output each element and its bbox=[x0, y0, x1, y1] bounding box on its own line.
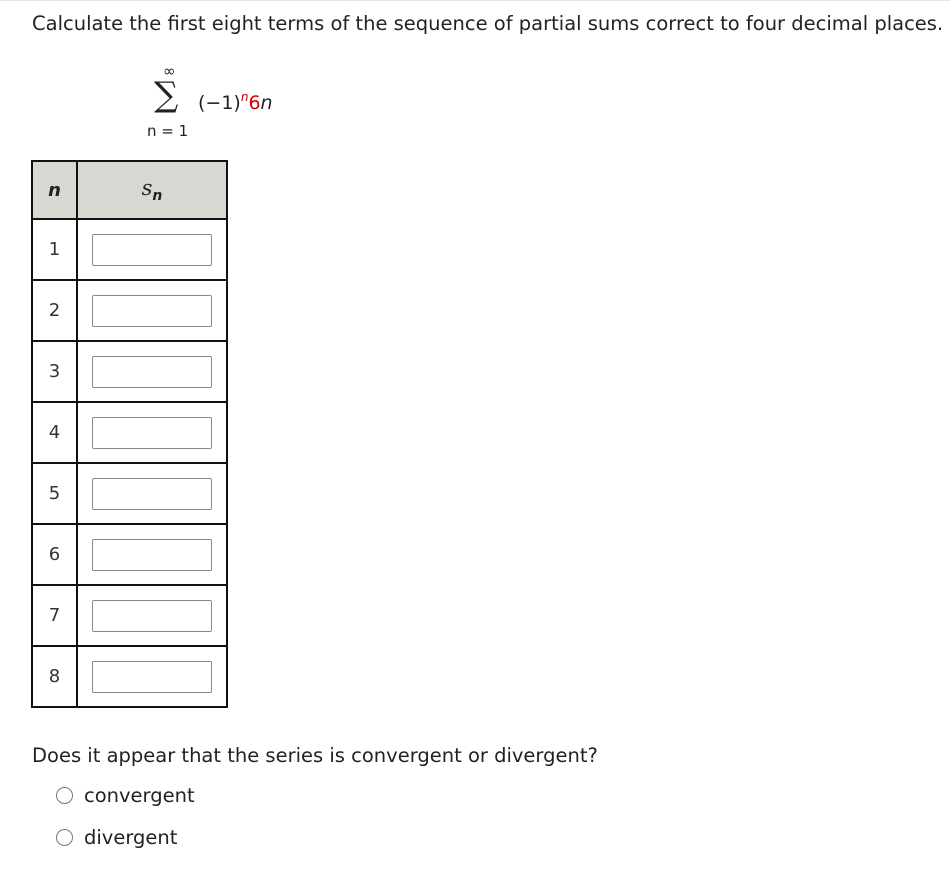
partial-sums-table bbox=[31, 160, 228, 708]
term-coefficient: 6 bbox=[248, 92, 261, 114]
divergent-radio[interactable] bbox=[56, 829, 73, 846]
s-cell bbox=[77, 402, 227, 463]
n-value: 3 bbox=[32, 341, 77, 402]
term-exponent: n bbox=[240, 90, 249, 104]
partial-sum-input-2[interactable] bbox=[92, 295, 212, 327]
partial-sum-input-7[interactable] bbox=[92, 600, 212, 632]
table-row bbox=[32, 280, 227, 341]
header-s bbox=[141, 175, 163, 205]
n-value: 1 bbox=[32, 219, 77, 280]
sigma-symbol: ∑ bbox=[154, 75, 179, 115]
convergent-option[interactable] bbox=[56, 784, 195, 807]
partial-sum-input-8[interactable] bbox=[92, 661, 212, 693]
header-s-letter: s bbox=[141, 175, 153, 200]
s-cell bbox=[77, 585, 227, 646]
convergent-label[interactable]: convergent bbox=[84, 784, 195, 807]
table-row bbox=[32, 646, 227, 707]
n-value: 5 bbox=[32, 463, 77, 524]
partial-sum-input-3[interactable] bbox=[92, 356, 212, 388]
header-s-subscript: n bbox=[152, 188, 163, 205]
n-value: 6 bbox=[32, 524, 77, 585]
table-row bbox=[32, 341, 227, 402]
n-value: 2 bbox=[32, 280, 77, 341]
table-row bbox=[32, 219, 227, 280]
table-row bbox=[32, 402, 227, 463]
s-cell bbox=[77, 219, 227, 280]
divergent-label[interactable]: divergent bbox=[84, 826, 178, 849]
question-text: Calculate the first eight terms of the sequence of partial sums correct to four decimal places. bbox=[32, 12, 944, 35]
table-row bbox=[32, 585, 227, 646]
n-value: 4 bbox=[32, 402, 77, 463]
convergent-radio[interactable] bbox=[56, 787, 73, 804]
top-divider bbox=[0, 0, 950, 1]
series-upper-limit: ∞ bbox=[163, 62, 176, 80]
s-cell bbox=[77, 646, 227, 707]
partial-sum-input-5[interactable] bbox=[92, 478, 212, 510]
partial-sum-input-1[interactable] bbox=[92, 234, 212, 266]
header-n: n bbox=[48, 179, 61, 201]
series-term bbox=[198, 86, 273, 114]
table-row bbox=[32, 463, 227, 524]
header-s-cell bbox=[77, 161, 227, 219]
table-header-row bbox=[32, 161, 227, 219]
s-cell bbox=[77, 280, 227, 341]
divergent-option[interactable] bbox=[56, 826, 177, 849]
partial-sum-input-4[interactable] bbox=[92, 417, 212, 449]
header-n-cell bbox=[32, 161, 77, 219]
term-base: (−1) bbox=[198, 92, 241, 114]
convergence-question: Does it appear that the series is convergent or divergent? bbox=[32, 744, 598, 767]
s-cell bbox=[77, 524, 227, 585]
term-variable: n bbox=[260, 92, 273, 114]
n-value: 7 bbox=[32, 585, 77, 646]
series-lower-limit: n = 1 bbox=[147, 122, 189, 140]
table-row bbox=[32, 524, 227, 585]
s-cell bbox=[77, 463, 227, 524]
partial-sum-input-6[interactable] bbox=[92, 539, 212, 571]
s-cell bbox=[77, 341, 227, 402]
n-value: 8 bbox=[32, 646, 77, 707]
